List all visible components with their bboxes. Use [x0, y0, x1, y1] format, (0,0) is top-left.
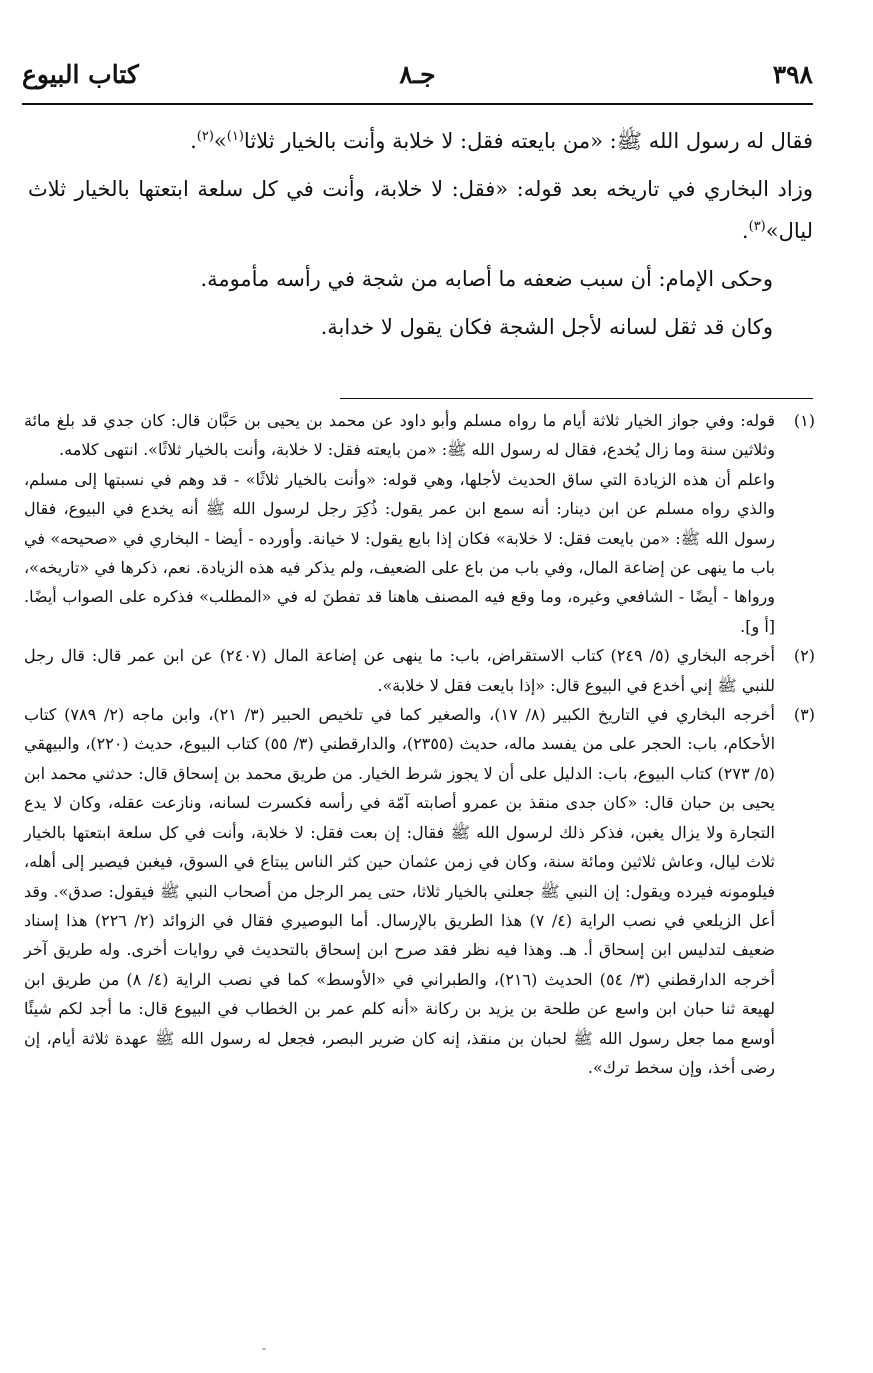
footnote-marker: (١)	[793, 411, 815, 430]
footnote-ref: (١)	[226, 129, 244, 144]
scan-speck	[262, 1348, 266, 1350]
footnote-marker: (٢)	[793, 646, 815, 666]
volume-label: جـ٨	[399, 60, 436, 89]
footnote-paragraph: واعلم أن هذه الزيادة التي ساق الحديث لأجلها، وهي قوله: «وأنت بالخيار ثلاثًا» - قد وهم في نسبتها إلى مسلم، والذي رواه مسلم عن ابن دينار: أنه سمع ابن عمر يقول: ذُكِرَ رجل لرسول الله ﷺ أنه يخدع في البيوع، فقال رسول الله ﷺ: «من بايعت فقل: لا خلابة» فكان إذا بايع يقول: لا خيانة. وأورده - أيضا - البخاري في «صحيحه» في باب ما ينهى عن إضاعة المال، وفي باب من باع على الضعيف، ولم يذكر فيه هذه الزيادة. نعم، ذكرها في «تاريخه»، ورواها - أيضًا - الشافعي وغيره، وما وقع فيه المصنف هاهنا قد تفطنَ له في «المطلب» فذكره على الصواب أيضًا. [أ و].	[24, 469, 775, 636]
footnote-2	[24, 641, 815, 700]
page-number: ٣٩٨	[772, 60, 813, 89]
footnote-ref: (٢)	[196, 129, 214, 144]
body-paragraph: وحكى الإمام: أن سبب ضعفه ما أصابه من شجة في رأسه مأمومة.	[200, 267, 773, 291]
footnotes-section	[24, 406, 815, 1082]
footnote-ref: (٣)	[748, 219, 766, 234]
footnote-1	[24, 406, 815, 641]
footnote-paragraph: قوله: وفي جواز الخيار ثلاثة أيام ما رواه مسلم وأبو داود عن محمد بن يحيى بن حَبَّان قال: كان جدي قد بلغ مائة وثلاثين سنة وما زال يُخدع، فقال له رسول الله ﷺ: «من بايعته فقل: لا خلابة، وأنت بالخيار ثلاثًا». انتهى كلامه.	[24, 411, 775, 460]
footnote-divider	[340, 398, 813, 399]
footnote-paragraph: أخرجه البخاري في التاريخ الكبير (٨/ ١٧)، والصغير كما في تلخيص الحبير (٣/ ٢١)، وابن ماجه (٢/ ٧٨٩) كتاب الأحكام، باب: الحجر على من يفسد ماله، حديث (٢٣٥٥)، والدارقطني (٣/ ٥٥) كتاب البيوع، حديث (٢٢٠)، والبيهقي (٥/ ٢٧٣) كتاب البيوع، باب: الدليل على أن لا يجوز شرط الخيار. من طريق محمد بن إسحاق قال: حدثني محمد ابن يحيى بن حبان قال: «كان جدى منقذ بن عمرو أصابته آمّة في رأسه فكسرت لسانه، ونازعت عقله، وكان لا يدع التجارة ولا يزال يغبن، فذكر ذلك لرسول الله ﷺ فقال: إن بعت فقل: لا خلابة، وأنت في كل سلعة ابتعتها بالخيار ثلاث ليال، وعاش ثلاثين ومائة سنة، وكان في زمن عثمان حين كثر الناس يبتاع في السوق، فيغبن فيصير إلى أهله، فيلومونه فيرده ويقول: إن النبي ﷺ جعلني بالخيار ثلاثا، حتى يمر الرجل من أصحاب النبي ﷺ فيقول: صدق». وقد أعل الزيلعي في نصب الراية (٤/ ٧) هذا الطريق بالإرسال. أما البوصيري فقال في الزوائد (٢/ ٢٢٦) هذا إسناد ضعيف لتدليس ابن إسحاق أ. هـ. وهذا فيه نظر فقد صرح ابن إسحاق بالتحديث في روايات أخرى. وله طريق آخر أخرجه الدارقطني (٣/ ٥٤) الحديث (٢١٦)، والطبراني في «الأوسط» كما في نصب الراية (٤/ ٨) من طريق ابن لهيعة ثنا حبان ابن واسع عن طلحة بن يزيد بن ركانة «أنه كلم عمر بن الخطاب في البيوع قال: ما أجد لكم شيئًا أوسع مما جعل رسول الله ﷺ لحبان بن منقذ، إنه كان ضرير البصر، فجعل له رسول الله ﷺ عهدة ثلاثة أيام، إن رضى أخذ، وإن سخط ترك».	[24, 705, 776, 1077]
header-divider	[22, 103, 813, 105]
main-text	[28, 120, 813, 354]
footnote-paragraph: أخرجه البخاري (٥/ ٢٤٩) كتاب الاستقراض، باب: ما ينهى عن إضاعة المال (٢٤٠٧) عن ابن عمر قال: قال رجل للنبي ﷺ إني أخدع في البيوع قال: «إذا بايعت فقل لا خلابة».	[24, 646, 776, 695]
body-paragraph: وكان قد ثقل لسانه لأجل الشجة فكان يقول لا خدابة.	[320, 315, 773, 339]
running-header	[22, 58, 813, 98]
body-paragraph: وزاد البخاري في تاريخه بعد قوله: «فقل: لا خلابة، وأنت في كل سلعة ابتعتها بالخيار ثلاث ليال»$^{(٣)}$.	[28, 177, 813, 243]
footnote-marker: (٣)	[793, 705, 815, 725]
footnote-3	[24, 700, 815, 1082]
body-paragraph: فقال له رسول الله ﷺ: «من بايعته فقل: لا خلابة وأنت بالخيار ثلاثا$^{(١)}$»$^{(٢)}$.	[190, 129, 813, 153]
book-title: كتاب البيوع	[22, 60, 139, 89]
